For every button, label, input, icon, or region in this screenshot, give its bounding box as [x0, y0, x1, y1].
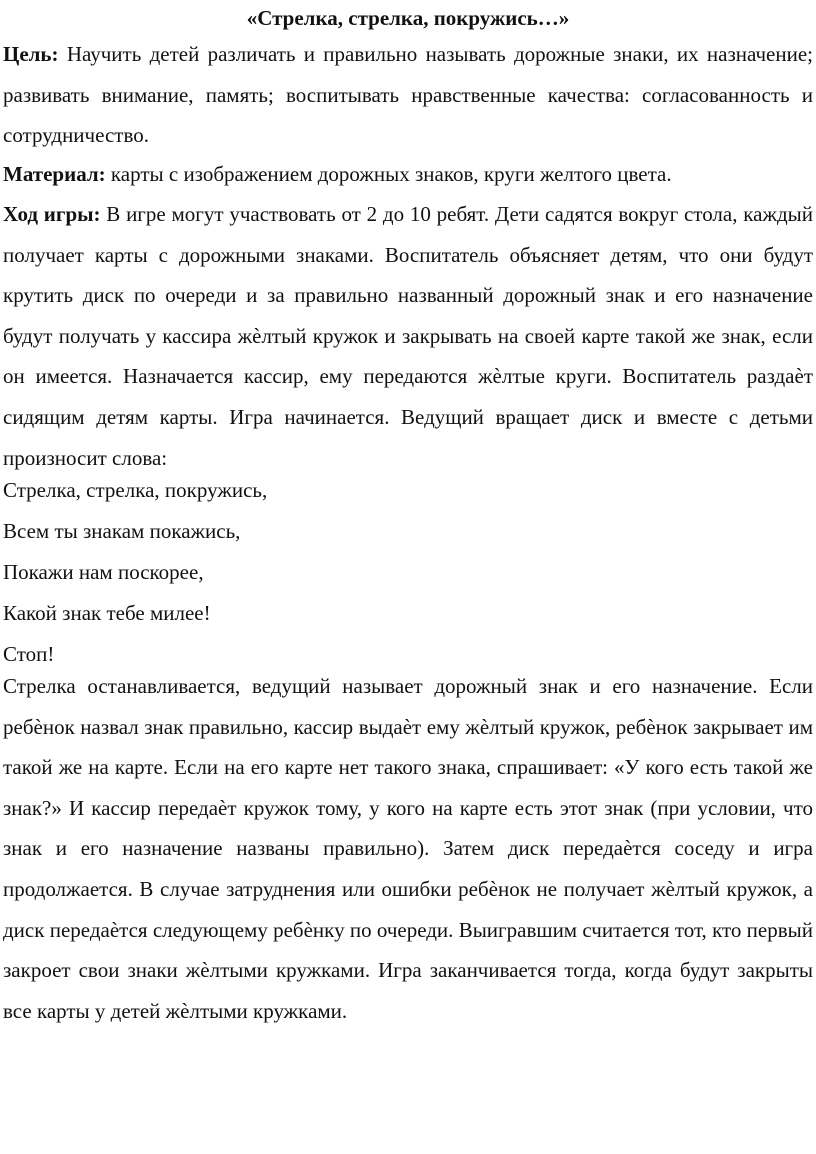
verse-line: Покажи нам поскорее,: [3, 560, 204, 584]
material-label: Материал:: [3, 162, 106, 186]
material-paragraph: [3, 154, 813, 195]
verse-line: Стоп!: [3, 642, 55, 666]
game-rules-paragraph: Стрелка останавливается, ведущий называет дорожный знак и его назначение. Если ребѐнок назвал знак правильно, кассир выдаѐт ему жѐлтый кружок, ребѐнок закрывает им такой же на карте. Если на его карте нет такого знака, спрашивает: «У кого есть такой же знак?» И кассир передаѐт кружок тому, у кого на карте есть этот знак (при условии, что знак и его назначение названы правильно). Затем диск передаѐтся соседу и игра продолжается. В случае затруднения или ошибки ребѐнок не получает жѐлтый кружок, а диск передаѐтся следующему ребѐнку по очереди. Выигравшим считается тот, кто первый закроет свои знаки жѐлтыми кружками. Игра заканчивается тогда, когда будут закрыты все карты у детей жѐлтыми кружками.: [3, 674, 813, 1023]
course-paragraph: [3, 194, 813, 478]
document-title: «Стрелка, стрелка, покружись…»: [246, 6, 570, 30]
verse-line: Стрелка, стрелка, покружись,: [3, 478, 268, 502]
course-text: В игре могут участвовать от 2 до 10 ребят. Дети садятся вокруг стола, каждый получает карты с дорожными знаками. Воспитатель объясняет детям, что они будут крутить диск по очереди и за правильно названный дорожный знак и его назначение будут получать у кассира жѐлтый кружок и закрывать на своей карте такой же знак, если он имеется. Назначается кассир, ему передаются жѐлтые круги. Воспитатель раздаѐт сидящим детям карты. Игра начинается. Ведущий вращает диск и вместе с детьми произносит слова:: [3, 202, 813, 470]
course-label: Ход игры:: [3, 202, 101, 226]
goal-label: Цель:: [3, 42, 59, 66]
verse-line: Какой знак тебе милее!: [3, 601, 211, 625]
material-text: карты с изображением дорожных знаков, круги желтого цвета.: [105, 162, 672, 186]
goal-paragraph: [3, 34, 813, 156]
goal-text: Научить детей различать и правильно называть дорожные знаки, их назначение; развивать внимание, память; воспитывать нравственные качества: согласованность и сотрудничество.: [3, 42, 813, 148]
verse-line: Всем ты знакам покажись,: [3, 519, 241, 543]
